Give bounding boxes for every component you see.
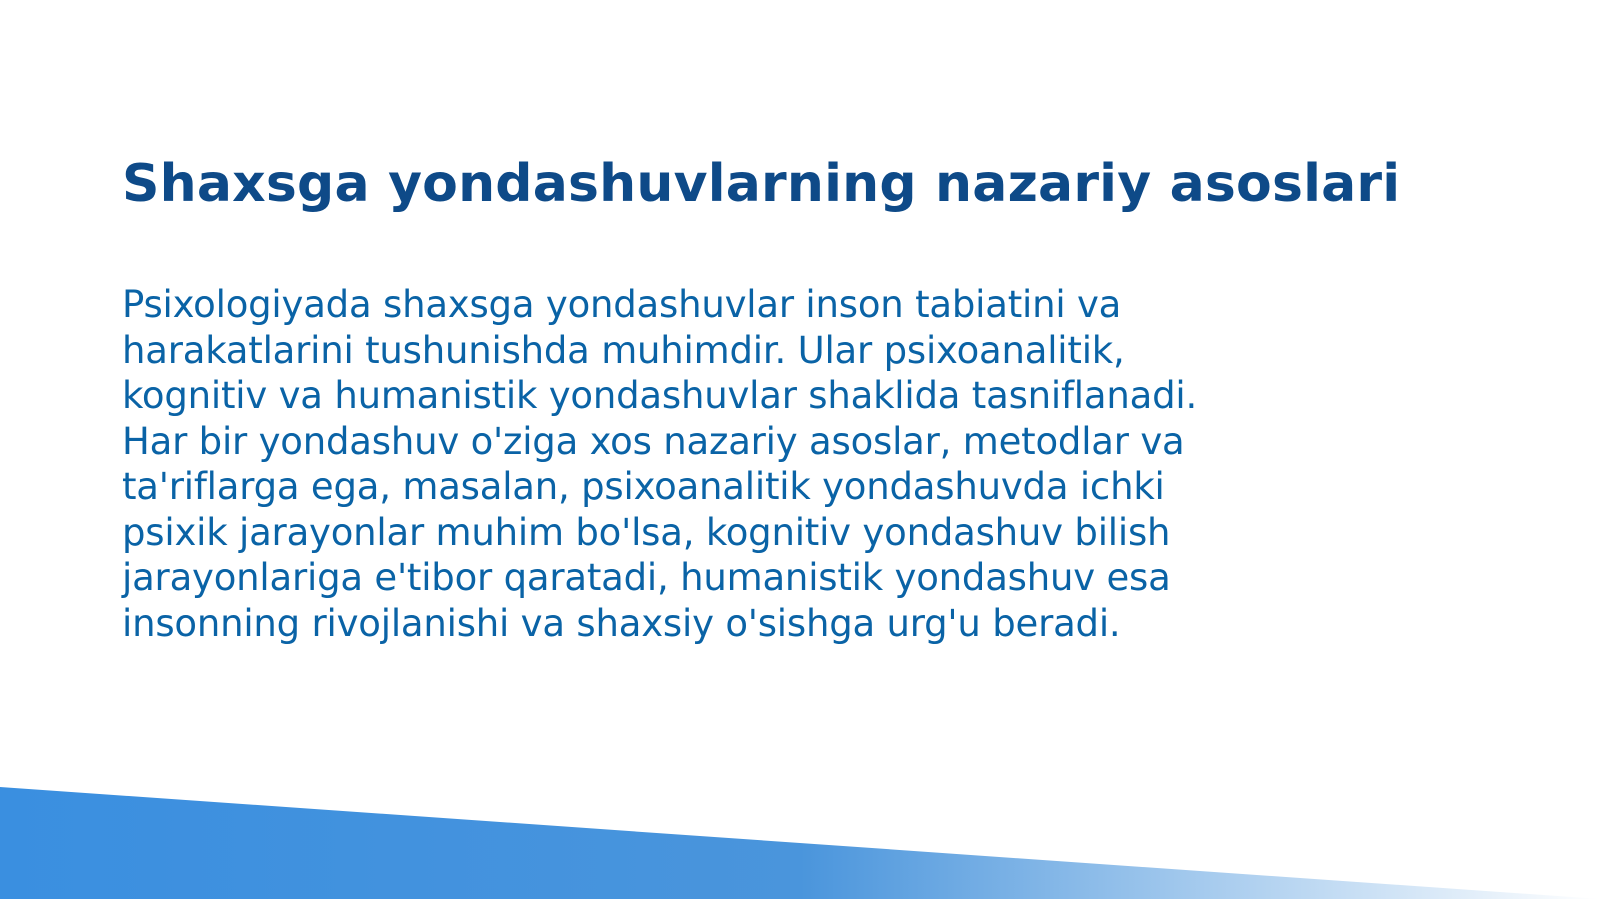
body-line: insonning rivojlanishi va shaxsiy o'sishga urg'u beradi. xyxy=(122,601,1121,645)
body-line: Har bir yondashuv o'ziga xos nazariy asoslar, metodlar va xyxy=(122,419,1185,463)
body-line: harakatlarini tushunishda muhimdir. Ular psixoanalitik, xyxy=(122,328,1125,372)
body-line: psixik jarayonlar muhim bo'lsa, kognitiv yondashuv bilish xyxy=(122,510,1171,554)
decorative-bottom-band xyxy=(0,765,1600,899)
body-line: ta'riflarga ega, masalan, psixoanalitik yondashuvda ichki xyxy=(122,465,1165,508)
body-line: kognitiv va humanistik yondashuvlar shaklida tasniflanadi. xyxy=(122,374,1198,417)
body-line: jarayonlariga e'tibor qaratadi, humanistik yondashuv esa xyxy=(122,556,1171,599)
band-shape xyxy=(0,787,1600,899)
slide-title: Shaxsga yondashuvlarning nazariy asoslari xyxy=(122,154,1401,214)
body-line: Psixologiyada shaxsga yondashuvlar inson tabiatini va xyxy=(122,283,1122,326)
slide-body xyxy=(122,282,1362,646)
